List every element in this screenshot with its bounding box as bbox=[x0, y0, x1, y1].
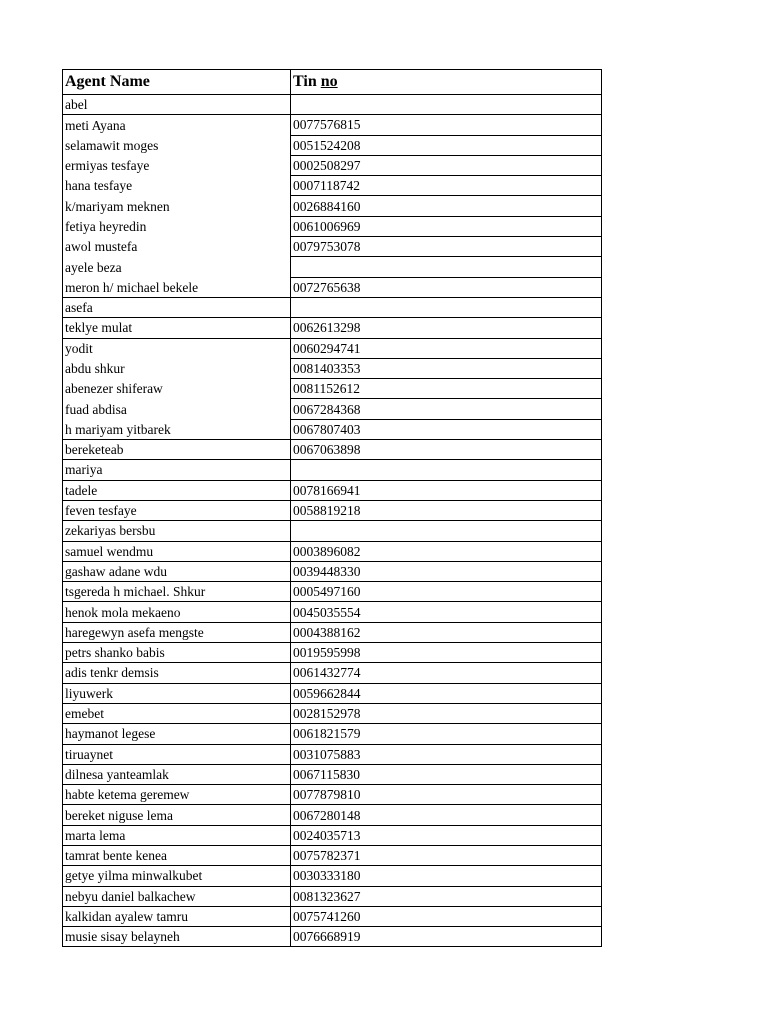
agent-name-cell: abdu shkur bbox=[63, 358, 291, 378]
agent-name-cell: petrs shanko babis bbox=[63, 643, 291, 663]
agent-name-cell: hana tesfaye bbox=[63, 176, 291, 196]
tin-number-cell: 0067115830 bbox=[291, 764, 602, 784]
agent-name-cell: dilnesa yanteamlak bbox=[63, 764, 291, 784]
table-row bbox=[63, 541, 602, 561]
table-row bbox=[63, 237, 602, 257]
agent-name-cell: habte ketema geremew bbox=[63, 785, 291, 805]
table-row bbox=[63, 318, 602, 338]
tin-number-cell: 0077879810 bbox=[291, 785, 602, 805]
table-row bbox=[63, 785, 602, 805]
tin-number-cell: 0061006969 bbox=[291, 216, 602, 236]
agent-name-cell: fuad abdisa bbox=[63, 399, 291, 419]
tin-number-cell bbox=[291, 460, 602, 480]
table-row bbox=[63, 338, 602, 358]
agent-name-cell: tiruaynet bbox=[63, 744, 291, 764]
table-row bbox=[63, 379, 602, 399]
agent-name-cell: zekariyas bersbu bbox=[63, 521, 291, 541]
column-header-tin bbox=[291, 70, 602, 95]
agent-name-cell: ermiyas tesfaye bbox=[63, 155, 291, 175]
table-row bbox=[63, 764, 602, 784]
agent-name-cell: yodit bbox=[63, 338, 291, 358]
agent-name-cell: henok mola mekaeno bbox=[63, 602, 291, 622]
table-row bbox=[63, 866, 602, 886]
agent-name-cell: asefa bbox=[63, 297, 291, 317]
tin-number-cell: 0051524208 bbox=[291, 135, 602, 155]
table-row bbox=[63, 460, 602, 480]
agent-name-cell: ayele beza bbox=[63, 257, 291, 277]
table-row bbox=[63, 561, 602, 581]
column-header-agent-name: Agent Name bbox=[63, 70, 291, 95]
table-row bbox=[63, 825, 602, 845]
tin-no-label: no bbox=[320, 73, 338, 90]
tin-number-cell: 0031075883 bbox=[291, 744, 602, 764]
agent-name-cell: samuel wendmu bbox=[63, 541, 291, 561]
tin-number-cell: 0030333180 bbox=[291, 866, 602, 886]
tin-label: Tin bbox=[293, 73, 321, 90]
tin-number-cell: 0067284368 bbox=[291, 399, 602, 419]
table-row bbox=[63, 927, 602, 947]
table-row bbox=[63, 358, 602, 378]
agent-name-cell: tadele bbox=[63, 480, 291, 500]
agent-name-cell: getye yilma minwalkubet bbox=[63, 866, 291, 886]
table-row bbox=[63, 155, 602, 175]
tin-number-cell: 0019595998 bbox=[291, 643, 602, 663]
table-row bbox=[63, 602, 602, 622]
table-row bbox=[63, 500, 602, 520]
table-row bbox=[63, 845, 602, 865]
tin-number-cell: 0061821579 bbox=[291, 724, 602, 744]
tin-number-cell: 0062613298 bbox=[291, 318, 602, 338]
tin-number-cell: 0061432774 bbox=[291, 663, 602, 683]
tin-number-cell: 0059662844 bbox=[291, 683, 602, 703]
agent-name-cell: teklye mulat bbox=[63, 318, 291, 338]
table-row bbox=[63, 521, 602, 541]
table-row bbox=[63, 805, 602, 825]
table-row bbox=[63, 297, 602, 317]
tin-number-cell: 0028152978 bbox=[291, 703, 602, 723]
agent-name-cell: feven tesfaye bbox=[63, 500, 291, 520]
table-row bbox=[63, 440, 602, 460]
agent-name-cell: meron h/ michael bekele bbox=[63, 277, 291, 297]
agent-name-cell: bereketeab bbox=[63, 440, 291, 460]
agent-name-cell: liyuwerk bbox=[63, 683, 291, 703]
agent-name-cell: musie sisay belayneh bbox=[63, 927, 291, 947]
agent-tin-table bbox=[62, 69, 602, 947]
agent-name-cell: awol mustefa bbox=[63, 237, 291, 257]
agent-name-cell: h mariyam yitbarek bbox=[63, 419, 291, 439]
tin-number-cell bbox=[291, 521, 602, 541]
agent-name-cell: haregewyn asefa mengste bbox=[63, 622, 291, 642]
tin-number-cell: 0024035713 bbox=[291, 825, 602, 845]
agent-name-cell: abel bbox=[63, 95, 291, 115]
agent-name-cell: haymanot legese bbox=[63, 724, 291, 744]
tin-number-cell: 0005497160 bbox=[291, 582, 602, 602]
table-row bbox=[63, 906, 602, 926]
table-row bbox=[63, 724, 602, 744]
tin-number-cell: 0081403353 bbox=[291, 358, 602, 378]
table-row bbox=[63, 176, 602, 196]
table-row bbox=[63, 643, 602, 663]
tin-number-cell: 0004388162 bbox=[291, 622, 602, 642]
tin-number-cell: 0039448330 bbox=[291, 561, 602, 581]
tin-number-cell: 0067063898 bbox=[291, 440, 602, 460]
agent-name-cell: bereket niguse lema bbox=[63, 805, 291, 825]
agent-name-cell: abenezer shiferaw bbox=[63, 379, 291, 399]
tin-number-cell bbox=[291, 95, 602, 115]
table-row bbox=[63, 744, 602, 764]
agent-name-cell: gashaw adane wdu bbox=[63, 561, 291, 581]
tin-number-cell: 0076668919 bbox=[291, 927, 602, 947]
table-row bbox=[63, 622, 602, 642]
tin-number-cell: 0058819218 bbox=[291, 500, 602, 520]
agent-name-cell: meti Ayana bbox=[63, 115, 291, 135]
table-row bbox=[63, 216, 602, 236]
tin-number-cell: 0081152612 bbox=[291, 379, 602, 399]
table-row bbox=[63, 480, 602, 500]
table-row bbox=[63, 886, 602, 906]
agent-name-cell: marta lema bbox=[63, 825, 291, 845]
tin-number-cell: 0067280148 bbox=[291, 805, 602, 825]
table-row bbox=[63, 683, 602, 703]
table-row bbox=[63, 196, 602, 216]
table-row bbox=[63, 115, 602, 135]
agent-name-cell: mariya bbox=[63, 460, 291, 480]
agent-name-cell: tamrat bente kenea bbox=[63, 845, 291, 865]
table-row bbox=[63, 95, 602, 115]
agent-name-cell: fetiya heyredin bbox=[63, 216, 291, 236]
tin-number-cell: 0075741260 bbox=[291, 906, 602, 926]
agent-name-cell: kalkidan ayalew tamru bbox=[63, 906, 291, 926]
table-row bbox=[63, 135, 602, 155]
tin-number-cell bbox=[291, 257, 602, 277]
tin-number-cell: 0026884160 bbox=[291, 196, 602, 216]
table-row bbox=[63, 257, 602, 277]
tin-number-cell: 0072765638 bbox=[291, 277, 602, 297]
table-row bbox=[63, 277, 602, 297]
table-header-row bbox=[63, 70, 602, 95]
tin-number-cell: 0077576815 bbox=[291, 115, 602, 135]
tin-number-cell bbox=[291, 297, 602, 317]
tin-number-cell: 0081323627 bbox=[291, 886, 602, 906]
tin-number-cell: 0003896082 bbox=[291, 541, 602, 561]
agent-name-cell: tsgereda h michael. Shkur bbox=[63, 582, 291, 602]
agent-name-cell: k/mariyam meknen bbox=[63, 196, 291, 216]
tin-number-cell: 0045035554 bbox=[291, 602, 602, 622]
table-row bbox=[63, 663, 602, 683]
table-row bbox=[63, 419, 602, 439]
tin-number-cell: 0079753078 bbox=[291, 237, 602, 257]
table-row bbox=[63, 399, 602, 419]
tin-number-cell: 0060294741 bbox=[291, 338, 602, 358]
agent-name-cell: nebyu daniel balkachew bbox=[63, 886, 291, 906]
table-row bbox=[63, 582, 602, 602]
tin-number-cell: 0002508297 bbox=[291, 155, 602, 175]
tin-number-cell: 0007118742 bbox=[291, 176, 602, 196]
tin-number-cell: 0078166941 bbox=[291, 480, 602, 500]
tin-number-cell: 0075782371 bbox=[291, 845, 602, 865]
table-body bbox=[63, 95, 602, 947]
agent-name-cell: selamawit moges bbox=[63, 135, 291, 155]
agent-name-cell: emebet bbox=[63, 703, 291, 723]
agent-name-cell: adis tenkr demsis bbox=[63, 663, 291, 683]
table-row bbox=[63, 703, 602, 723]
tin-number-cell: 0067807403 bbox=[291, 419, 602, 439]
